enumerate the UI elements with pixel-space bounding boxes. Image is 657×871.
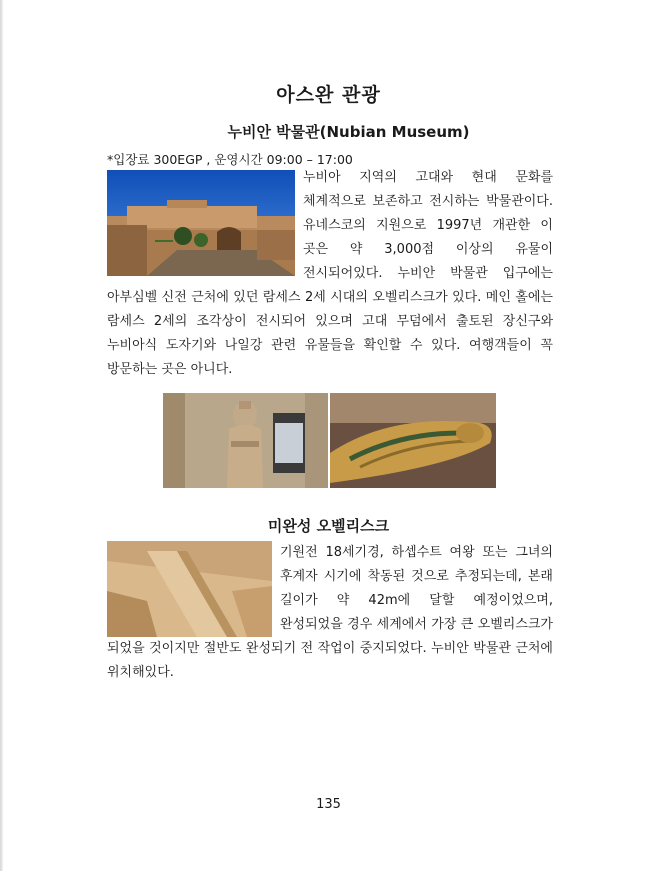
ramesses-statue-photo — [163, 393, 328, 488]
nubian-museum-photo — [107, 170, 295, 276]
section-nubian-museum-body — [107, 166, 553, 382]
section-nubian-museum-text: 누비아 지역의 고대와 현대 문화를 체계적으로 보존하고 전시하는 박물관이다. 유네스코의 지원으로 1997년 개관한 이 곳은 약 3,000점 이상의 유물이 전시되어있다. 누비안 박물관 입구에는 아부심벨 신전 근처에 있던 람세스 2세 시대의 오벨리스크가 있다. 메인 홀에는 람세스 2세의 조각상이 전시되어 있으며 고대 무덤에서 출토된 장신구와 누비아식 도자기와 나일강 관련 유물들을 확인할 수 있다. 여행객들이 꼭 방문하는 곳은 아니다. — [107, 170, 553, 377]
section-heading-unfinished-obelisk: 미완성 오벨리스크 — [267, 517, 390, 535]
page-edge — [0, 0, 3, 871]
admission-info: *입장료 300EGP , 운영시간 09:00 – 17:00 — [107, 152, 353, 167]
unfinished-obelisk-photo — [107, 541, 272, 637]
museum-photo-gallery — [163, 393, 496, 488]
page-number: 135 — [316, 797, 341, 812]
sarcophagus-photo — [330, 393, 496, 488]
section-obelisk-body — [107, 541, 553, 685]
section-obelisk-text: 기원전 18세기경, 하셉수트 여왕 또는 그녀의 후계자 시기에 착동된 것으로 추정되는데, 본래 길이가 약 42m에 달할 예정이었으며, 완성되었을 경우 세계에서 가장 큰 오벨리스크가 되었을 것이지만 절반도 완성되기 전 작업이 중지되었다. 누비안 박물관 근처에 위치해있다. — [107, 545, 553, 680]
section-heading-nubian-museum: 누비안 박물관(Nubian Museum) — [227, 123, 470, 141]
page-title: 아스완 관광 — [276, 84, 381, 106]
